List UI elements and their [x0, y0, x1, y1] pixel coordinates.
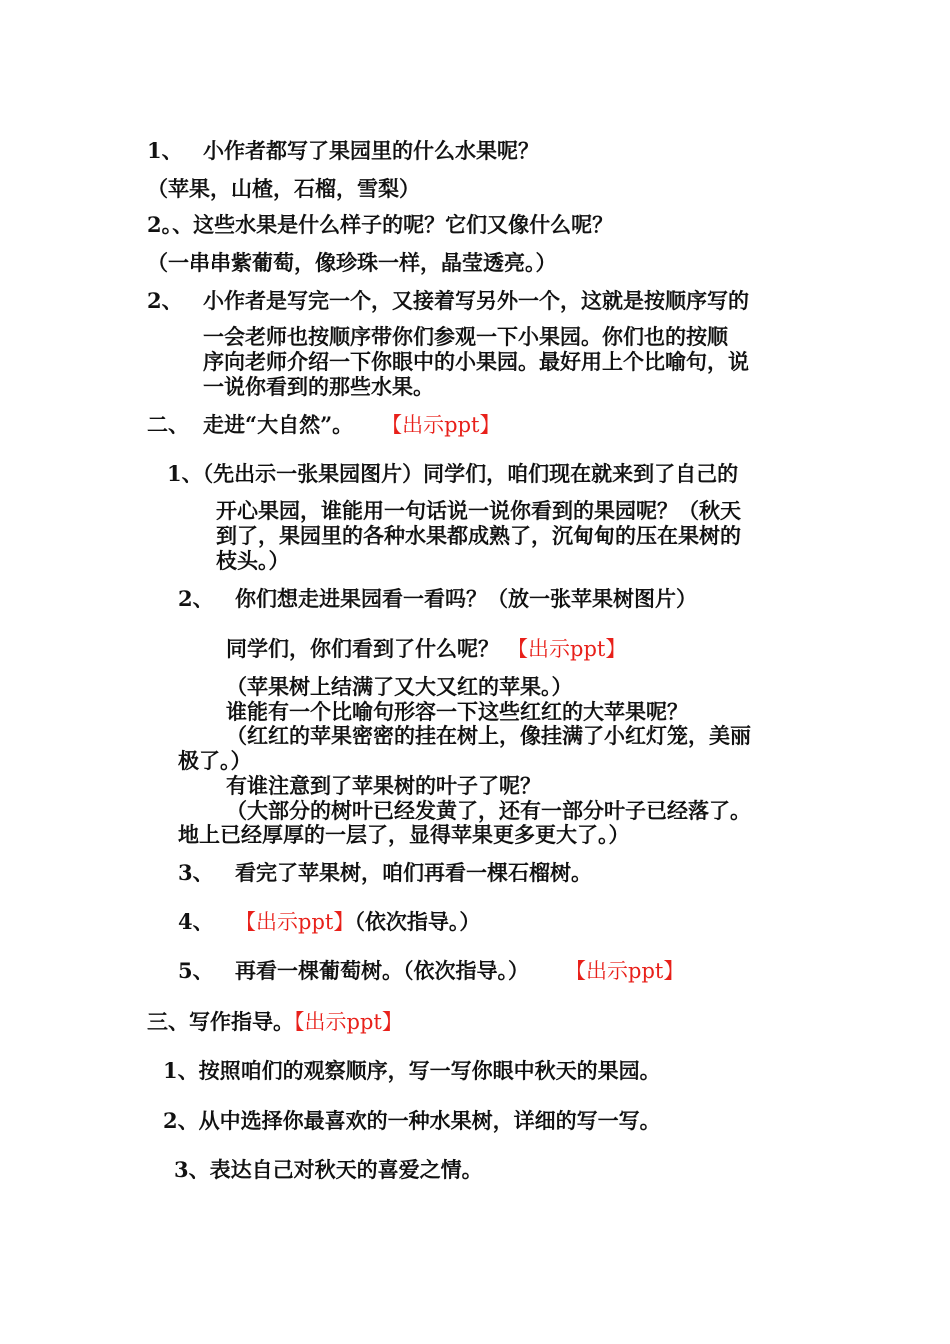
item-line: 地上已经厚厚的一层了，显得苹果更多更大了。）	[178, 822, 630, 847]
ppt-tag: 【出示ppt】	[381, 413, 501, 437]
item-3	[178, 860, 592, 886]
question-2: 2。、这些水果是什么样子的呢？它们又像什么呢？	[147, 212, 614, 237]
ppt-tag: 【出示ppt】	[507, 637, 627, 661]
item-1	[167, 461, 738, 487]
item-line: （红红的苹果密密的挂在树上，像挂满了小红灯笼，美丽	[226, 723, 751, 748]
item-line: 极了。）	[178, 748, 252, 773]
item-number: 5、	[178, 958, 214, 983]
item-line: 枝头。）	[216, 548, 290, 573]
item-number: 4、	[178, 909, 214, 934]
guide-item: 1、按照咱们的观察顺序，写一写你眼中秋天的果园。	[163, 1058, 661, 1083]
ppt-tag: 【出示ppt】	[235, 910, 355, 934]
answer-2: （一串串紫葡萄，像珍珠一样，晶莹透亮。）	[147, 250, 557, 275]
item-5	[178, 958, 684, 984]
section-heading-3	[147, 1009, 403, 1035]
question-text: 小作者都写了果园里的什么水果呢？	[203, 138, 539, 163]
section-heading-2	[147, 412, 501, 438]
item-text: 再看一棵葡萄树。（依次指导。）	[235, 958, 529, 983]
item-line: （大部分的树叶已经发黄了，还有一部分叶子已经落了。	[226, 798, 751, 823]
ppt-tag: 【出示ppt】	[294, 1010, 403, 1034]
item-line: 有谁注意到了苹果树的叶子了呢？	[226, 773, 541, 798]
ppt-tag: 【出示ppt】	[565, 959, 685, 983]
paragraph-line: 小作者是写完一个，又接着写另外一个，这就是按顺序写的	[203, 288, 749, 313]
item-text: 你们想走进果园看一看吗？（放一张苹果树图片）	[235, 586, 697, 611]
item-line: 到了，果园里的各种水果都成熟了，沉甸甸的压在果树的	[216, 523, 741, 548]
paragraph-line: 一会老师也按顺序带你们参观一下小果园。你们也的按顺	[203, 324, 728, 349]
item-line: 谁能有一个比喻句形容一下这些红红的大苹果呢？	[226, 699, 688, 724]
section-title: 三、写作指导。	[147, 1009, 294, 1034]
item-text: 看完了苹果树，咱们再看一棵石榴树。	[235, 860, 592, 885]
item-number: 3、	[178, 860, 214, 885]
item-number: 2、	[147, 288, 183, 313]
question-text: 同学们，你们看到了什么呢？	[226, 636, 499, 661]
item-2-question	[226, 636, 626, 662]
guide-item: 3、表达自己对秋天的喜爱之情。	[174, 1157, 483, 1182]
question-1	[147, 138, 539, 164]
item-number: 1、	[147, 138, 183, 163]
paragraph-sequence	[147, 288, 749, 314]
item-line: （苹果树上结满了又大又红的苹果。）	[226, 674, 573, 699]
guide-item: 2、从中选择你最喜欢的一种水果树，详细的写一写。	[163, 1108, 661, 1133]
answer-1: （苹果，山楂，石榴，雪梨）	[147, 176, 420, 201]
item-text: （依次指导。）	[354, 909, 481, 934]
item-line: （先出示一张果园图片）同学们，咱们现在就来到了自己的	[202, 461, 739, 486]
paragraph-line: 一说你看到的那些水果。	[203, 374, 434, 399]
item-line: 开心果园，谁能用一句话说一说你看到的果园呢？（秋天	[216, 498, 741, 523]
paragraph-line: 序向老师介绍一下你眼中的小果园。最好用上个比喻句，说	[203, 349, 749, 374]
item-number: 2、	[178, 586, 214, 611]
item-number: 1、	[167, 461, 203, 486]
section-title: 走进“大自然”。	[203, 412, 354, 437]
section-number: 二、	[147, 412, 189, 437]
item-4	[178, 909, 480, 935]
item-2	[178, 586, 697, 612]
